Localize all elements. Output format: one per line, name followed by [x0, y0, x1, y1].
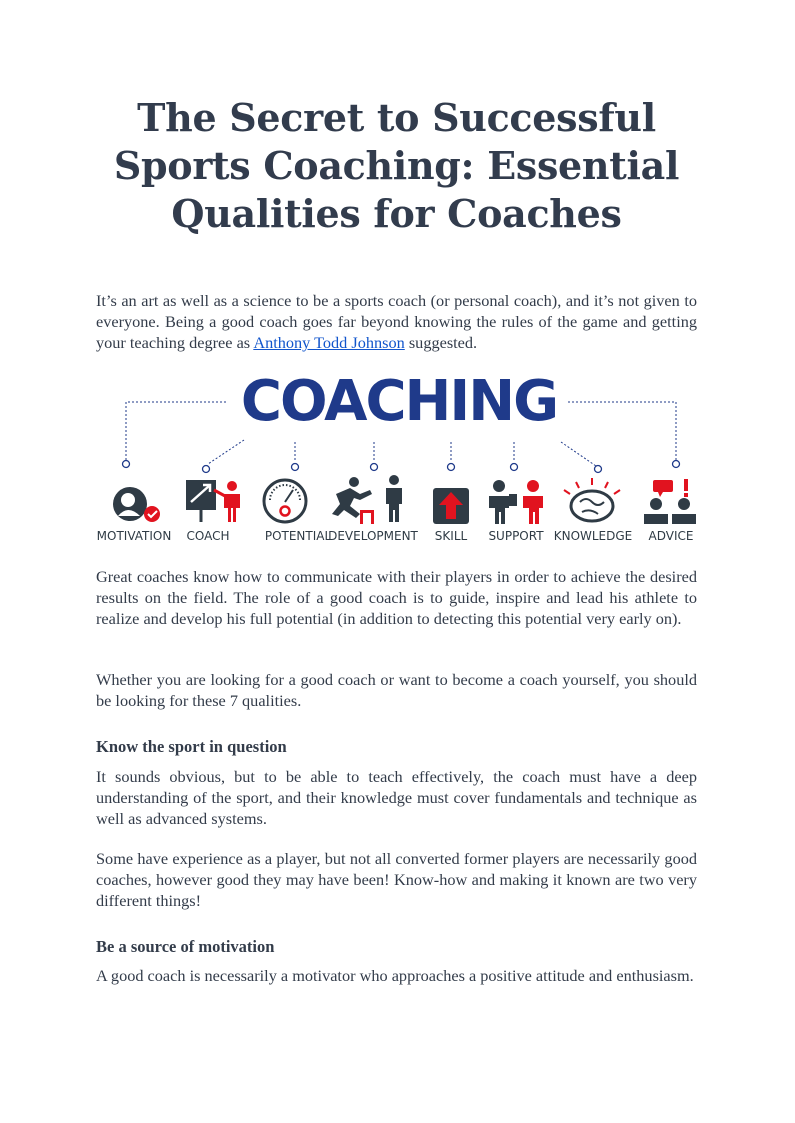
intro-text-start: It’s an art as well as a science to be a sports coach (or personal coach), and it’s not given to everyone. Being a good coach goes far beyond knowing the rules of the game and getting your teaching degree as — [96, 291, 697, 352]
coaching-word: COACHING — [240, 369, 558, 434]
paragraph-communication: Great coaches know how to communicate with their players in order to achieve the desired results on the field. The role of a good coach is to guide, inspire and lead his athlete to realize and develop his full potential (in addition to detecting this potential very early on). — [96, 567, 697, 628]
paragraph-motivator: A good coach is necessarily a motivator who approaches a positive attitude and enthusiasm. — [96, 966, 694, 985]
label-knowledge: KNOWLEDGE — [553, 529, 633, 543]
label-advice: ADVICE — [648, 529, 694, 543]
gauge-icon — [264, 480, 306, 522]
intro-text-end: suggested. — [404, 333, 478, 352]
label-support: SUPPORT — [488, 529, 544, 543]
coach-board-icon — [186, 480, 240, 522]
label-skill: SKILL — [434, 529, 468, 543]
connector-dots — [123, 461, 680, 473]
author-link[interactable]: Anthony Todd Johnson — [253, 333, 405, 352]
paragraph-qualities: Whether you are looking for a good coach or want to become a coach yourself, you should be looking for these 7 qualities. — [96, 670, 697, 710]
section-heading-know-sport: Know the sport in question — [96, 737, 287, 756]
motivation-icon — [113, 487, 160, 522]
figure-labels — [97, 529, 694, 543]
skill-arrow-icon — [433, 488, 469, 524]
label-coach: COACH — [186, 529, 230, 543]
label-potential: POTENTIAL — [264, 529, 332, 543]
label-motivation: MOTIVATION — [96, 529, 172, 543]
label-development: DEVELOPMENT — [328, 529, 418, 543]
article-title: The Secret to Successful Sports Coaching: Essential Qualities for Coaches — [113, 95, 680, 236]
advice-people-icon — [644, 479, 696, 524]
hurdle-runner-icon — [332, 475, 402, 524]
support-people-icon — [489, 480, 543, 524]
paragraph-former-players: Some have experience as a player, but not all converted former players are necessarily good coaches, however good they may have been! Know-how and making it known are two very different things! — [96, 849, 697, 910]
section-heading-motivation: Be a source of motivation — [96, 937, 275, 956]
paragraph-know-sport: It sounds obvious, but to be able to teach effectively, the coach must have a deep understanding of the sport, and their knowledge must cover fundamentals and technique as well as advanced systems. — [96, 767, 697, 828]
intro-paragraph — [96, 290, 697, 353]
brain-icon — [564, 478, 620, 521]
coaching-infographic — [96, 362, 702, 548]
